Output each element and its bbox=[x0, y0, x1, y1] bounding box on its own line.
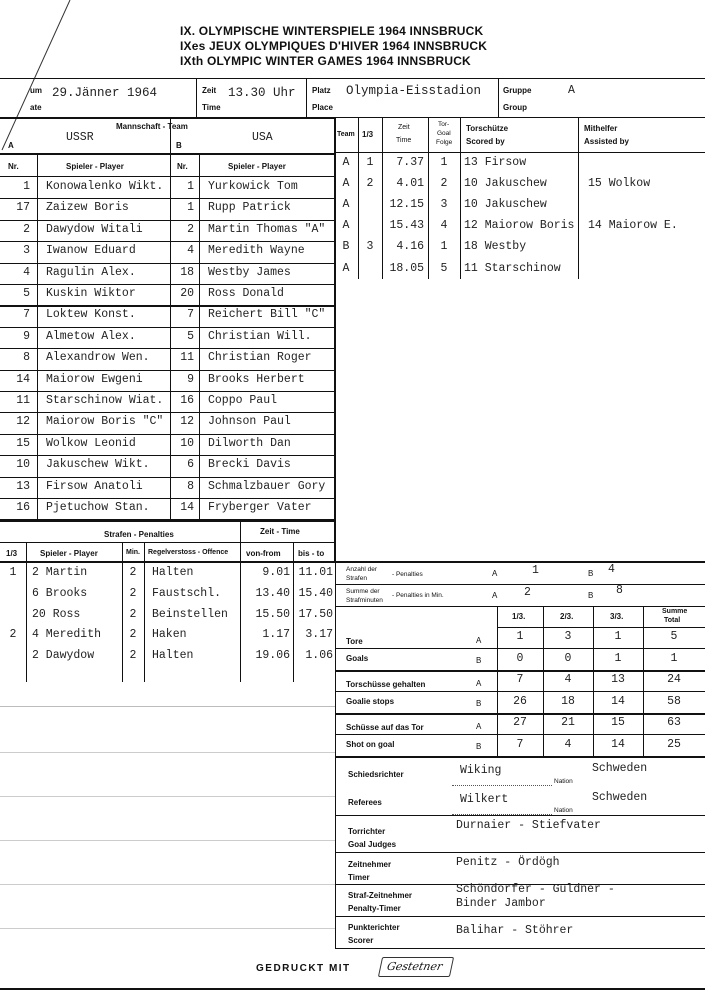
player-a-header: Spieler - Player bbox=[66, 162, 124, 171]
roster-a-number: 17 bbox=[16, 201, 30, 215]
penalty-offence: Beinstellen bbox=[152, 607, 228, 621]
penalty-player: 20 Ross bbox=[32, 607, 81, 621]
player-b-header: Spieler - Player bbox=[228, 162, 286, 171]
goal-time: 4.01 bbox=[396, 177, 424, 191]
ref2-nation-label: Nation bbox=[554, 807, 573, 814]
goal-third: 2 bbox=[366, 177, 374, 191]
roster-a-number: 13 bbox=[16, 479, 30, 493]
roster-a-number: 8 bbox=[23, 351, 30, 365]
penalty-timer-label-en: Penalty-Timer bbox=[348, 904, 401, 913]
goal-team: A bbox=[342, 156, 350, 169]
ref-label: Schiedsrichter bbox=[348, 770, 404, 779]
roster-b-player: Coppo Paul bbox=[208, 394, 278, 407]
roster-a-number: 16 bbox=[16, 501, 30, 514]
goalie-stops-label: Torschüsse gehalten bbox=[346, 680, 426, 689]
goals-team-header: Team bbox=[337, 131, 355, 138]
roster-a-player: Wolkow Leonid bbox=[46, 436, 136, 450]
mins-label-2: Strafminuten bbox=[346, 597, 383, 604]
goal-judges-label-en: Goal Judges bbox=[348, 840, 397, 849]
goal-assist: 15 Wolkow bbox=[588, 177, 651, 191]
roster-row-line bbox=[0, 348, 335, 349]
roster-b-number: 1 bbox=[187, 180, 194, 193]
roster-a-number: 5 bbox=[23, 287, 30, 300]
roster-a-number: 4 bbox=[23, 265, 30, 279]
penalty-to: 17.50 bbox=[298, 607, 333, 621]
roster-b-number: 18 bbox=[180, 265, 194, 279]
goalie-stops-a-cell: 13 bbox=[611, 673, 625, 686]
penalty-minutes: 2 bbox=[129, 628, 137, 642]
goal-judges-value: Durnaier - Stiefvater bbox=[456, 819, 601, 832]
penalty-from: 9.01 bbox=[262, 566, 290, 579]
roster-b-number: 1 bbox=[187, 201, 194, 215]
roster-a-player: Almetow Alex. bbox=[46, 329, 136, 343]
goal-time: 4.16 bbox=[396, 240, 424, 254]
roster-a-number: 14 bbox=[16, 372, 30, 386]
goalie-stops-b-cell: 14 bbox=[611, 695, 625, 708]
penalty-to: 15.40 bbox=[298, 586, 333, 600]
time-label: Zeit bbox=[202, 86, 217, 95]
goal-third: 3 bbox=[366, 240, 374, 254]
penalty-from: 13.40 bbox=[255, 586, 290, 600]
pen-third-header: 1/3 bbox=[6, 549, 18, 558]
goalie-stops-a-cell: 7 bbox=[516, 673, 524, 686]
roster-a-player: Firsow Anatoli bbox=[46, 479, 143, 493]
goalie-stops-a-cell: 4 bbox=[564, 673, 572, 686]
penalty-from: 1.17 bbox=[262, 628, 290, 642]
roster-row-line bbox=[0, 241, 335, 242]
roster-row-line bbox=[0, 477, 335, 478]
pen-to-header: bis - to bbox=[298, 549, 325, 558]
roster-b-player: Martin Thomas "A" bbox=[208, 222, 326, 236]
col-2-header: 2/3. bbox=[560, 612, 574, 621]
mins-a-letter: A bbox=[492, 591, 498, 600]
roster-b-number: 16 bbox=[180, 394, 194, 407]
roster-a-player: Konowalenko Wikt. bbox=[46, 180, 164, 193]
time-value: 13.30 Uhr bbox=[228, 86, 296, 100]
goalie-stops-b-cell: 18 bbox=[561, 695, 575, 708]
shots-on-goal-b-cell: 25 bbox=[667, 738, 681, 751]
roster-b-number: 12 bbox=[180, 415, 194, 429]
penalty-third: 2 bbox=[9, 628, 17, 642]
count-label: Anzahl der bbox=[346, 566, 378, 573]
count-label-3: - Penalties bbox=[392, 571, 423, 578]
penalty-player: 2 Martin bbox=[32, 566, 88, 579]
roster-a-number: 7 bbox=[23, 308, 30, 322]
scorer-label-en: Scorer bbox=[348, 936, 374, 945]
mins-b-value: 8 bbox=[616, 584, 623, 597]
roster-row-line bbox=[0, 327, 335, 328]
penalty-from: 15.50 bbox=[255, 607, 290, 621]
roster-row-line bbox=[0, 284, 335, 285]
shots-on-goal-a-cell: 15 bbox=[611, 716, 625, 729]
goals-a-letter: A bbox=[476, 636, 482, 645]
shots-on-goal-a-cell: 27 bbox=[513, 716, 527, 729]
roster-b-player: Rupp Patrick bbox=[208, 201, 291, 215]
goal-team: A bbox=[342, 261, 350, 275]
goals-a-cell: 3 bbox=[564, 630, 572, 643]
roster-b-player: Yurkowick Tom bbox=[208, 180, 298, 193]
nr-b-header: Nr. bbox=[177, 162, 188, 171]
ref2-nation: Schweden bbox=[592, 791, 648, 804]
roster-b-player: Schmalzbauer Gory bbox=[208, 479, 326, 493]
goals-order-header-mid: Goal bbox=[437, 130, 451, 137]
penalty-to: 3.17 bbox=[305, 628, 333, 642]
roster-a-player: Iwanow Eduard bbox=[46, 244, 136, 258]
count-b-value: 4 bbox=[608, 563, 615, 576]
roster-b-number: 14 bbox=[180, 501, 194, 514]
ref1-name: Wiking bbox=[460, 764, 502, 777]
date-label-en: ate bbox=[30, 103, 42, 112]
goal-scorer: 10 Jakuschew bbox=[464, 177, 547, 191]
goalie-stops-label-en: Goalie stops bbox=[346, 697, 395, 706]
team-a-name: USSR bbox=[66, 131, 94, 144]
penalty-player: 2 Dawydow bbox=[32, 649, 95, 663]
goals-a-cell: 1 bbox=[516, 630, 524, 643]
roster-a-number: 15 bbox=[16, 436, 30, 450]
goals-time-header: Zeit bbox=[398, 124, 410, 131]
place-value: Olympia-Eisstadion bbox=[346, 84, 482, 98]
goal-scorer: 12 Maiorow Boris bbox=[464, 219, 575, 233]
penalty-from: 19.06 bbox=[255, 649, 290, 663]
roster-row-line bbox=[0, 370, 335, 371]
roster-b-number: 10 bbox=[180, 436, 194, 450]
timer-value: Penitz - Ördögh bbox=[456, 856, 560, 869]
shots-on-goal-a-cell: 63 bbox=[667, 716, 681, 729]
roster-b-player: Meredith Wayne bbox=[208, 244, 305, 258]
roster-a-player: Zaizew Boris bbox=[46, 201, 129, 215]
roster-row-line bbox=[0, 263, 335, 264]
roster-a-player: Ragulin Alex. bbox=[46, 265, 136, 279]
ref1-nation: Schweden bbox=[592, 762, 648, 775]
penalties-time-title: Zeit - Time bbox=[260, 527, 300, 536]
shots-on-goal-mid-line bbox=[335, 734, 705, 735]
goals-b-cell: 0 bbox=[516, 652, 524, 665]
roster-b-player: Christian Roger bbox=[208, 351, 312, 365]
pen-from-header: von-from bbox=[246, 549, 281, 558]
goals-scorer-header-en: Scored by bbox=[466, 137, 505, 146]
col-1-header: 1/3. bbox=[512, 612, 526, 621]
roster-a-number: 3 bbox=[23, 244, 30, 258]
roster-b-number: 5 bbox=[187, 329, 194, 343]
roster-a-player: Dawydow Witali bbox=[46, 222, 143, 236]
penalty-timer-value-2: Binder Jambor bbox=[456, 897, 546, 910]
pen-offence-header: Regelverstoss - Offence bbox=[148, 549, 229, 556]
goalie-stops-b-letter: B bbox=[476, 699, 482, 708]
team-a-letter: A bbox=[8, 141, 14, 150]
penalty-offence: Halten bbox=[152, 649, 194, 663]
roster-a-number: 11 bbox=[16, 394, 30, 407]
penalty-minutes: 2 bbox=[129, 586, 137, 600]
team-b-letter: B bbox=[176, 141, 182, 150]
goal-assist: 14 Maiorow E. bbox=[588, 219, 678, 233]
goals-order-header: Tor- bbox=[438, 121, 450, 128]
penalty-offence: Halten bbox=[152, 566, 194, 579]
goals-scorer-header: Torschütze bbox=[466, 124, 509, 133]
goalie-stops-a-cell: 24 bbox=[667, 673, 681, 686]
date-label: um bbox=[30, 86, 42, 95]
nr-a-header: Nr. bbox=[8, 162, 19, 171]
ref2-name: Wilkert bbox=[460, 793, 509, 806]
roster-a-number: 10 bbox=[16, 458, 30, 472]
ref1-nation-label: Nation bbox=[554, 778, 573, 785]
roster-b-player: Westby James bbox=[208, 265, 291, 279]
roster-b-number: 2 bbox=[187, 222, 194, 236]
pen-min-header: Min. bbox=[126, 549, 140, 556]
roster-b-player: Johnson Paul bbox=[208, 415, 291, 429]
count-b-letter: B bbox=[588, 569, 594, 578]
goals-b-cell: 1 bbox=[614, 652, 622, 665]
scorer-label: Punkterichter bbox=[348, 923, 400, 932]
goal-scorer: 18 Westby bbox=[464, 240, 527, 254]
title-line-1: IX. OLYMPISCHE WINTERSPIELE 1964 INNSBRUCK bbox=[180, 24, 484, 38]
place-label-en: Place bbox=[312, 103, 333, 112]
group-label: Gruppe bbox=[503, 86, 532, 95]
roster-b-player: Dilworth Dan bbox=[208, 436, 291, 450]
count-a-value: 1 bbox=[532, 564, 539, 577]
shots-on-goal-label: Schüsse auf das Tor bbox=[346, 723, 424, 732]
goals-order-header-en: Folge bbox=[436, 139, 453, 146]
ref-label-en: Referees bbox=[348, 798, 382, 807]
goal-judges-label: Torrichter bbox=[348, 827, 386, 836]
roster-b-player: Reichert Bill "C" bbox=[208, 308, 326, 322]
goal-order: 2 bbox=[440, 177, 448, 191]
goal-team: B bbox=[342, 240, 350, 254]
shots-on-goal-a-letter: A bbox=[476, 722, 482, 731]
shots-on-goal-b-cell: 14 bbox=[611, 738, 625, 751]
goalie-stops-mid-line bbox=[335, 691, 705, 692]
roster-b-number: 11 bbox=[180, 351, 194, 365]
goal-time: 15.43 bbox=[389, 219, 424, 233]
total-header: Summe bbox=[662, 608, 688, 615]
goal-time: 12.15 bbox=[389, 198, 424, 212]
goal-order: 1 bbox=[440, 156, 448, 169]
mins-b-letter: B bbox=[588, 591, 594, 600]
timer-label-en: Timer bbox=[348, 873, 370, 882]
goals-assist-header: Mithelfer bbox=[584, 124, 618, 133]
roster-b-number: 8 bbox=[187, 479, 194, 493]
mins-label: Summe der bbox=[346, 588, 380, 595]
roster-row-line bbox=[0, 455, 335, 456]
goal-order: 3 bbox=[440, 198, 448, 212]
mins-a-value: 2 bbox=[524, 586, 531, 599]
mins-label-3: - Penalties in Min. bbox=[392, 592, 444, 599]
roster-b-player: Fryberger Vater bbox=[208, 501, 312, 514]
roster-row-line bbox=[0, 412, 335, 413]
roster-a-number: 12 bbox=[16, 415, 30, 429]
goalie-stops-b-cell: 26 bbox=[513, 695, 527, 708]
printed-by-label: GEDRUCKT MIT bbox=[256, 963, 351, 974]
goals-b-letter: B bbox=[476, 656, 482, 665]
penalty-player: 6 Brooks bbox=[32, 586, 88, 600]
roster-a-number: 2 bbox=[23, 222, 30, 236]
gestetner-logo-text: Gestetner bbox=[385, 960, 444, 973]
penalties-title: Strafen - Penalties bbox=[104, 530, 174, 539]
penalty-timer-value-1: Schöndorfer - Guldner - bbox=[456, 883, 615, 896]
goals-label: Tore bbox=[346, 637, 363, 646]
goals-b-cell: 0 bbox=[564, 652, 572, 665]
roster-b-number: 7 bbox=[187, 308, 194, 322]
shots-on-goal-b-cell: 7 bbox=[516, 738, 524, 751]
roster-b-player: Brecki Davis bbox=[208, 458, 291, 472]
roster-b-number: 9 bbox=[187, 372, 194, 386]
goals-time-header-en: Time bbox=[396, 137, 412, 144]
shots-on-goal-a-cell: 21 bbox=[561, 716, 575, 729]
goals-assist-header-en: Assisted by bbox=[584, 137, 629, 146]
roster-row-line bbox=[0, 220, 335, 221]
roster-b-player: Ross Donald bbox=[208, 287, 284, 300]
roster-a-player: Loktew Konst. bbox=[46, 308, 136, 322]
roster-a-number: 9 bbox=[23, 329, 30, 343]
goals-a-cell: 1 bbox=[614, 630, 622, 643]
goal-team: A bbox=[342, 198, 350, 212]
roster-row-line bbox=[0, 434, 335, 435]
time-label-en: Time bbox=[202, 103, 221, 112]
goals-b-cell: 1 bbox=[670, 652, 678, 665]
date-value: 29.Jänner 1964 bbox=[52, 86, 158, 100]
goal-order: 4 bbox=[440, 219, 448, 233]
roster-b-player: Christian Will. bbox=[208, 329, 312, 343]
penalty-player: 4 Meredith bbox=[32, 628, 102, 642]
roster-a-player: Alexandrow Wen. bbox=[46, 351, 150, 365]
goals-mid-line bbox=[335, 648, 705, 649]
penalty-minutes: 2 bbox=[129, 607, 137, 621]
roster-a-player: Maiorow Boris "C" bbox=[46, 415, 164, 429]
pen-player-header: Spieler - Player bbox=[40, 549, 98, 558]
scorer-value: Balihar - Stöhrer bbox=[456, 924, 574, 937]
roster-b-number: 4 bbox=[187, 244, 194, 258]
place-label: Platz bbox=[312, 86, 331, 95]
penalty-to: 1.06 bbox=[305, 649, 333, 663]
roster-row-line bbox=[0, 391, 335, 392]
roster-a-player: Maiorow Ewgeni bbox=[46, 372, 143, 386]
roster-row-line bbox=[0, 498, 335, 499]
goals-third-header: 1/3 bbox=[362, 130, 374, 139]
goals-a-cell: 5 bbox=[670, 630, 678, 643]
roster-b-number: 20 bbox=[180, 287, 194, 300]
shots-on-goal-label-en: Shot on goal bbox=[346, 740, 395, 749]
goal-time: 7.37 bbox=[396, 156, 424, 169]
roster-a-player: Starschinow Wiat. bbox=[46, 394, 164, 407]
roster-b-player: Brooks Herbert bbox=[208, 372, 305, 386]
goals-label-en: Goals bbox=[346, 654, 369, 663]
title-line-2: IXes JEUX OLYMPIQUES D'HIVER 1964 INNSBRUCK bbox=[180, 39, 488, 53]
roster-a-number: 1 bbox=[23, 180, 30, 193]
goal-order: 5 bbox=[440, 261, 448, 275]
gestetner-logo bbox=[378, 957, 454, 977]
penalty-minutes: 2 bbox=[129, 649, 137, 663]
penalty-offence: Faustschl. bbox=[152, 586, 222, 600]
shots-on-goal-b-cell: 4 bbox=[564, 738, 572, 751]
title-line-3: IXth OLYMPIC WINTER GAMES 1964 INNSBRUCK bbox=[180, 54, 471, 68]
goal-scorer: 10 Jakuschew bbox=[464, 198, 547, 212]
penalty-offence: Haken bbox=[152, 628, 187, 642]
goal-order: 1 bbox=[440, 240, 448, 254]
goal-third: 1 bbox=[366, 156, 374, 169]
roster-a-player: Pjetuchow Stan. bbox=[46, 501, 150, 514]
group-label-en: Group bbox=[503, 103, 527, 112]
goalie-stops-a-letter: A bbox=[476, 679, 482, 688]
penalty-third: 1 bbox=[9, 566, 17, 579]
penalty-to: 11.01 bbox=[298, 566, 333, 579]
count-label-2: Strafen bbox=[346, 575, 367, 582]
group-value: A bbox=[568, 84, 575, 97]
roster-a-player: Kuskin Wiktor bbox=[46, 287, 136, 300]
goalie-stops-b-cell: 58 bbox=[667, 695, 681, 708]
goal-scorer: 13 Firsow bbox=[464, 156, 527, 169]
goal-scorer: 11 Starschinow bbox=[464, 261, 561, 275]
goal-team: A bbox=[342, 177, 350, 191]
col-3-header: 3/3. bbox=[610, 612, 624, 621]
penalty-timer-label: Straf-Zeitnehmer bbox=[348, 891, 413, 900]
total-header-en: Total bbox=[664, 617, 681, 624]
roster-b-number: 6 bbox=[187, 458, 194, 472]
goal-team: A bbox=[342, 219, 350, 233]
team-b-name: USA bbox=[252, 131, 273, 144]
team-label: Mannschaft - Team bbox=[116, 122, 188, 131]
goal-time: 18.05 bbox=[389, 261, 424, 275]
count-a-letter: A bbox=[492, 569, 498, 578]
roster-row-line bbox=[0, 198, 335, 199]
roster-a-player: Jakuschew Wikt. bbox=[46, 458, 150, 472]
shots-on-goal-b-letter: B bbox=[476, 742, 482, 751]
roster-row-line bbox=[0, 305, 335, 307]
timer-label: Zeitnehmer bbox=[348, 860, 392, 869]
penalty-minutes: 2 bbox=[129, 566, 137, 579]
